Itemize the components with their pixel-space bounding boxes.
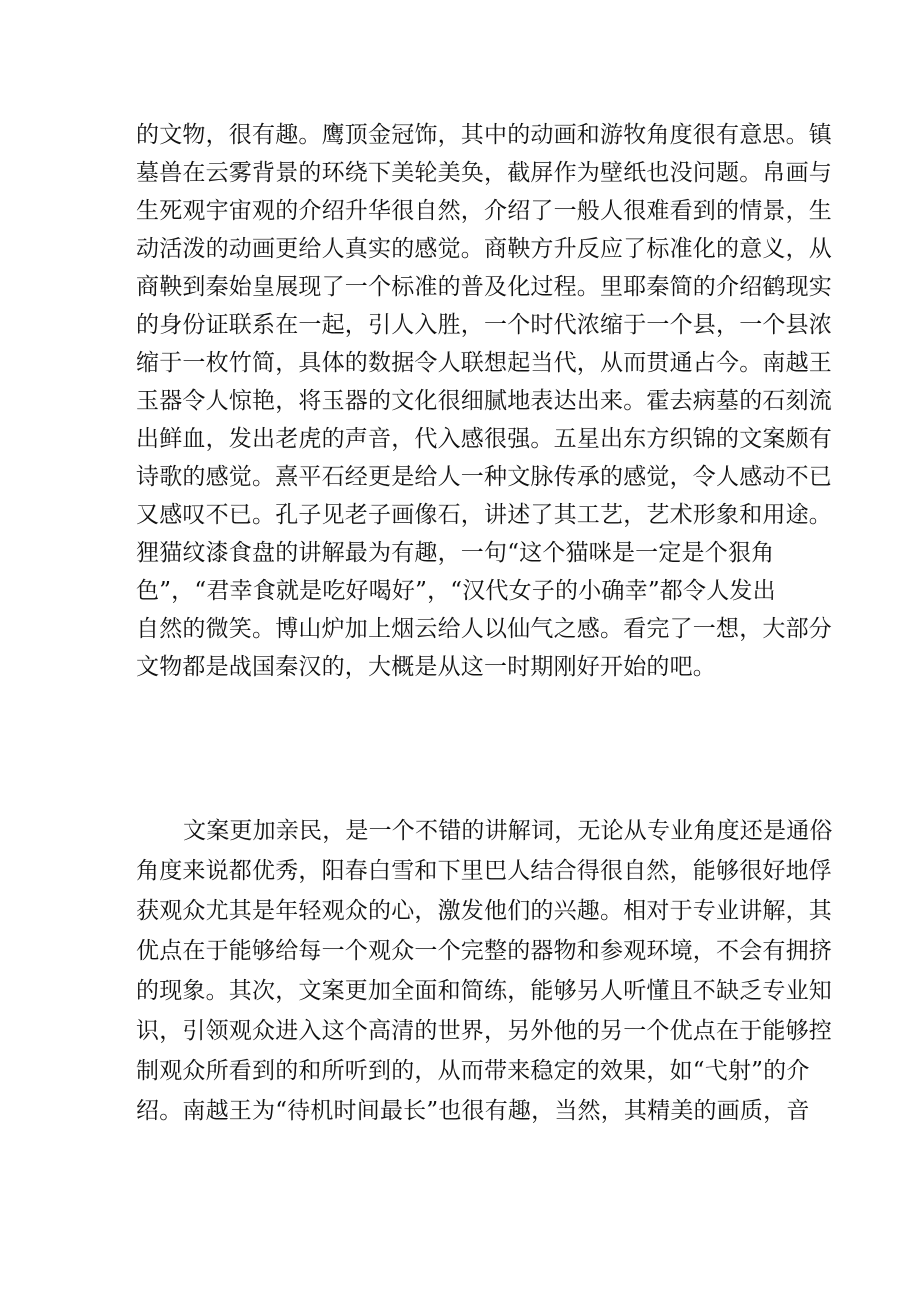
paragraph-2-line-8: 绍。南越王为“待机时间最长”也很有趣，当然，其精美的画质，音 — [136, 1098, 810, 1124]
paragraph-1-line-15: 文物都是战国秦汉的，大概是从这一时期刚好开始的吧。 — [136, 654, 716, 680]
paragraph-1-line-3: 生死观宇宙观的介绍升华很自然，介绍了一般人很难看到的情景，生 — [136, 198, 832, 224]
paragraph-1-line-5: 商鞅到秦始皇展现了一个标准的普及化过程。里耶秦简的介绍鹤现实 — [136, 274, 832, 300]
paragraph-2-line-6: 识，引领观众进入这个高清的世界，另外他的另一个优点在于能够控 — [136, 1018, 832, 1044]
paragraph-1-line-12: 狸猫纹漆食盘的讲解最为有趣，一句“这个猫咪是一定是个狠角 — [136, 540, 775, 566]
paragraph-1-line-10: 诗歌的感觉。熹平石经更是给人一种文脉传承的感觉，令人感动不已 — [136, 464, 832, 490]
paragraph-2-line-5: 的现象。其次，文案更加全面和简练，能够另人听懂且不缺乏专业知 — [136, 978, 832, 1004]
paragraph-1-line-9: 出鲜血，发出老虎的声音，代入感很强。五星出东方织锦的文案颇有 — [136, 426, 832, 452]
paragraph-1-line-13: 色”，“君幸食就是吃好喝好”，“汉代女子的小确幸”都令人发出 — [136, 578, 776, 604]
paragraph-1-line-1: 的文物，很有趣。鹰顶金冠饰，其中的动画和游牧角度很有意思。镇 — [136, 122, 832, 148]
paragraph-1-line-11: 又感叹不已。孔子见老子画像石，讲述了其工艺，艺术形象和用途。 — [136, 502, 832, 528]
paragraph-2-line-3: 获观众尤其是年轻观众的心，激发他们的兴趣。相对于专业讲解，其 — [136, 898, 832, 924]
paragraph-1-line-14: 自然的微笑。博山炉加上烟云给人以仙气之感。看完了一想，大部分 — [136, 616, 832, 642]
paragraph-1-line-6: 的身份证联系在一起，引人入胜，一个时代浓缩于一个县，一个县浓 — [136, 312, 832, 338]
paragraph-1-line-7: 缩于一枚竹简，具体的数据令人联想起当代，从而贯通占今。南越王 — [136, 350, 832, 376]
paragraph-1-line-8: 玉器令人惊艳，将玉器的文化很细腻地表达出来。霍去病墓的石刻流 — [136, 388, 832, 414]
paragraph-1-line-2: 墓兽在云雾背景的环绕下美轮美奂，截屏作为壁纸也没问题。帛画与 — [136, 160, 832, 186]
paragraph-2-line-4: 优点在于能够给每一个观众一个完整的器物和参观环境，不会有拥挤 — [136, 938, 832, 964]
paragraph-2-line-7: 制观众所看到的和所听到的，从而带来稳定的效果，如“弋射”的介 — [136, 1058, 810, 1084]
paragraph-1-line-4: 动活泼的动画更给人真实的感觉。商鞅方升反应了标准化的意义，从 — [136, 236, 832, 262]
paragraph-2-line-1: 文案更加亲民，是一个不错的讲解词，无论从专业角度还是通俗 — [183, 818, 833, 844]
paragraph-2-line-2: 角度来说都优秀，阳春白雪和下里巴人结合得很自然，能够很好地俘 — [136, 858, 832, 884]
